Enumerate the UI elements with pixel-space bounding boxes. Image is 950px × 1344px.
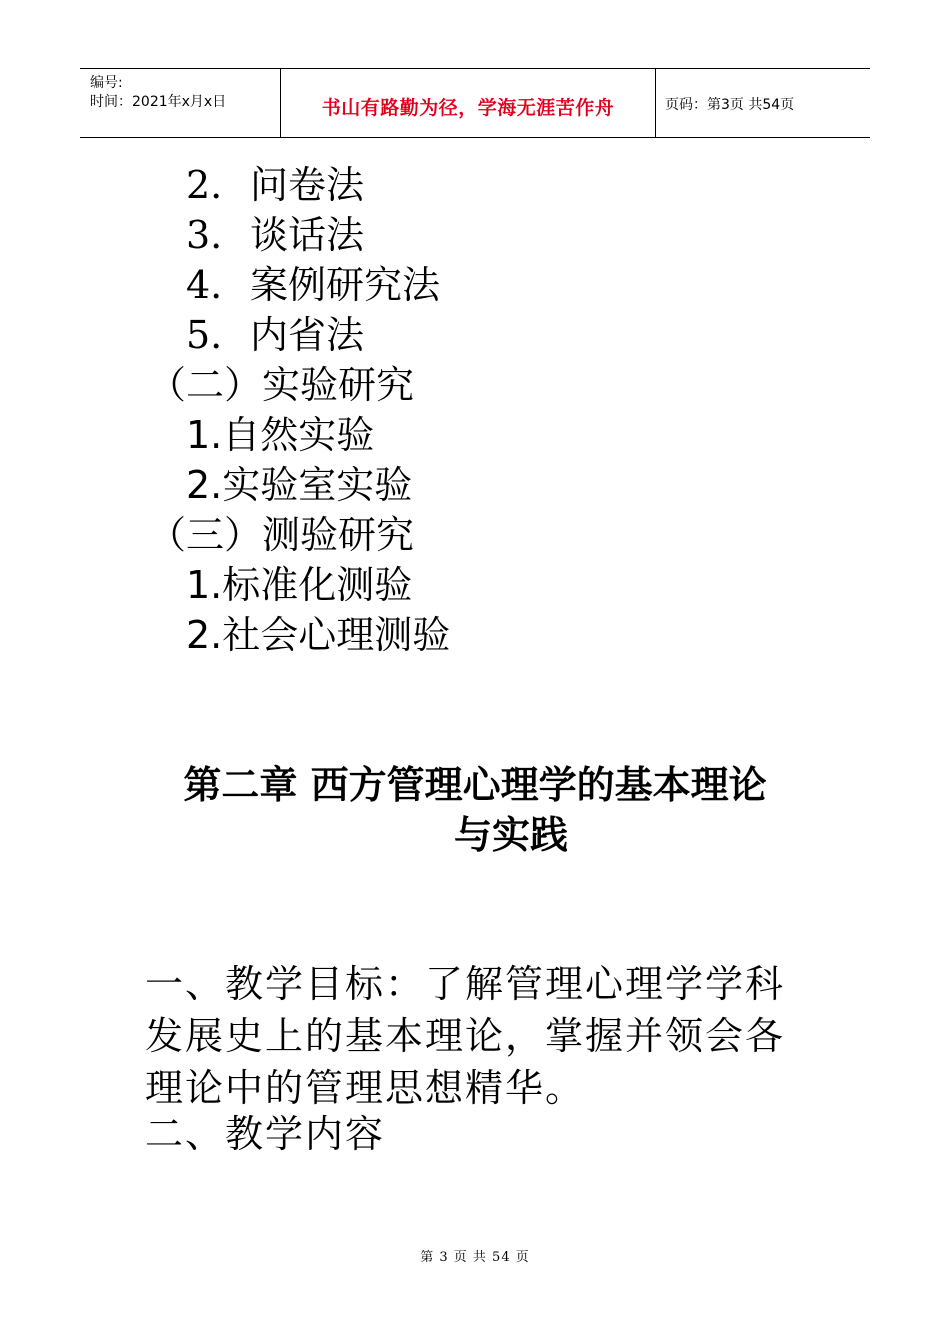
outline-item-number: 5.: [186, 313, 223, 357]
header-page-cell: [655, 69, 870, 137]
time-label: 时间：2021年x月x日: [90, 94, 227, 110]
teaching-objective-paragraph: 一、教学目标：了解管理心理学学科发展史上的基本理论，掌握并领会各理论中的管理思想精华。: [145, 962, 786, 1110]
outline-item-number: 2.: [186, 163, 223, 207]
outline-item-text: 内省法: [250, 313, 365, 357]
outline-item-text: 案例研究法: [250, 263, 441, 307]
teaching-content-heading: 二、教学内容: [145, 1112, 386, 1156]
page-footer: 第 3 页 共 54 页: [420, 1250, 530, 1265]
outline-subitem: 1.自然实验: [186, 413, 375, 457]
page-header: [80, 68, 870, 138]
motto-text: 书山有路勤为径，学海无涯苦作舟: [321, 97, 615, 119]
chapter-title-line1: 第二章 西方管理心理学的基本理论: [183, 763, 767, 807]
chapter-title-line2: 与实践: [453, 813, 568, 857]
outline-subitem: 2.社会心理测验: [186, 613, 451, 657]
outline-section-heading: （二）实验研究: [148, 363, 415, 407]
outline-item-text: 谈话法: [250, 213, 365, 257]
header-page-number: 页码：第3页 共54页: [665, 97, 795, 113]
outline-item-text: 问卷法: [250, 163, 365, 207]
outline-item: [186, 210, 364, 260]
outline-item: [186, 310, 364, 360]
serial-label: 编号:: [90, 75, 123, 91]
outline-item-number: 3.: [186, 213, 223, 257]
outline-item-number: 4.: [186, 263, 223, 307]
outline-item: [186, 160, 364, 210]
outline-section-heading: （三）测验研究: [148, 513, 415, 557]
outline-subitem: 2.实验室实验: [186, 463, 413, 507]
outline-subitem: 1.标准化测验: [186, 563, 413, 607]
header-info-cell: [80, 69, 280, 137]
header-motto-cell: [280, 69, 656, 137]
outline-item: [186, 260, 440, 310]
